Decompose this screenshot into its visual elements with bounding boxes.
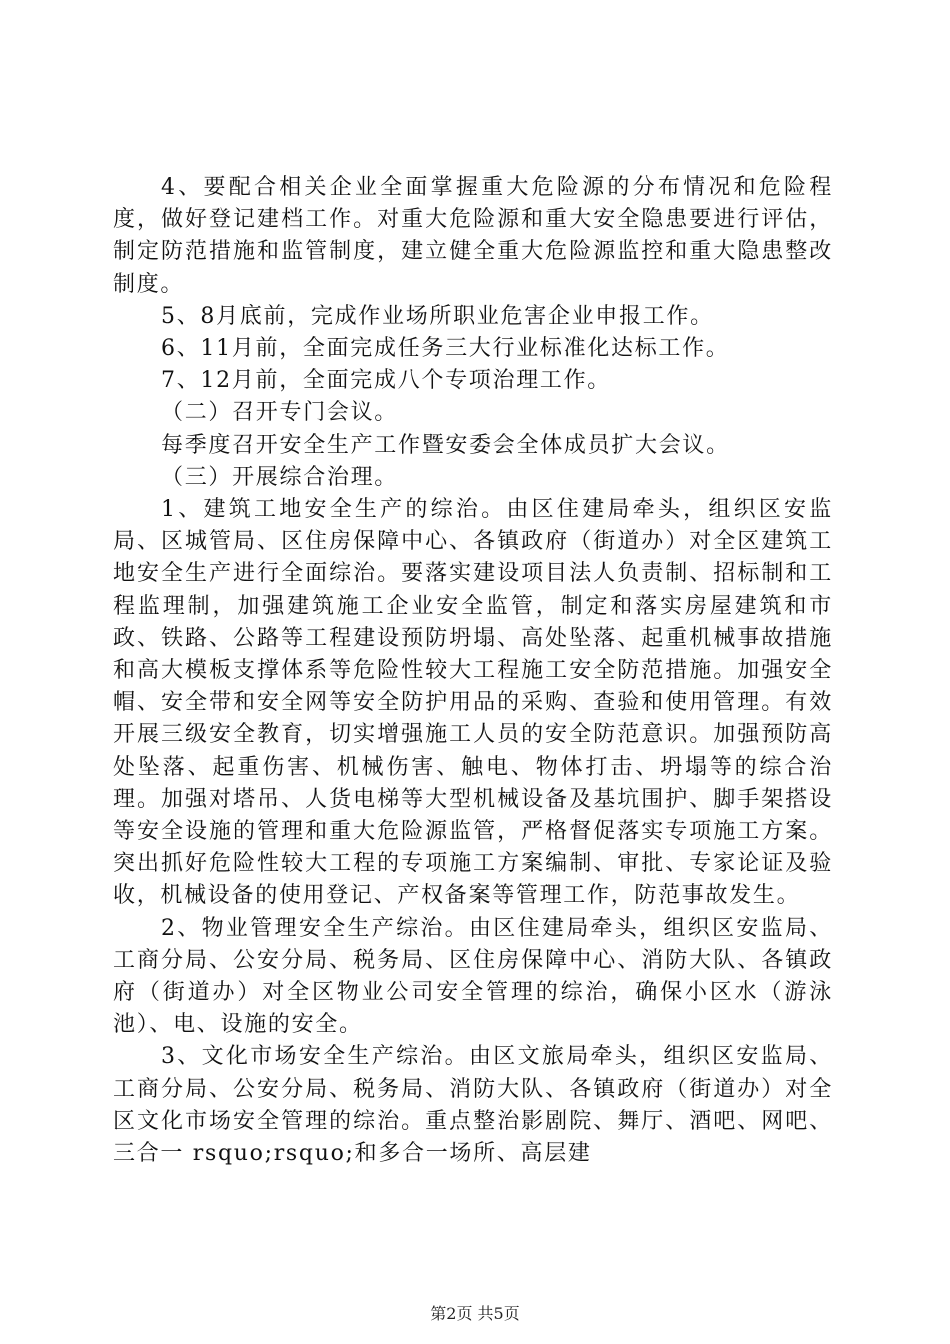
paragraph-construction-sites: 1、建筑工地安全生产的综治。由区住建局牵头，组织区安监局、区城管局、区住房保障中心、各镇政府（街道办）对全区建筑工地安全生产进行全面综治。要落实建设项目法人负责制、招标制和工程监理制，加强建筑施工企业安全监管，制定和落实房屋建筑和市政、铁路、公路等工程建设预防坍塌、高处坠落、起重机械事故措施和高大模板支撑体系等危险性较大工程施工安全防范措施。加强安全帽、安全带和安全网等安全防护用品的采购、查验和使用管理。有效开展三级安全教育，切实增强施工人员的安全防范意识。加强预防高处坠落、起重伤害、机械伤害、触电、物体打击、坍塌等的综合治理。加强对塔吊、人货电梯等大型机械设备及基坑围护、脚手架搭设等安全设施的管理和重大危险源监管，严格督促落实专项施工方案。突出抓好危险性较大工程的专项施工方案编制、审批、专家论证及验收，机械设备的使用登记、产权备案等管理工作，防范事故发生。 bbox=[113, 497, 833, 909]
page-footer: 第2页 共5页 bbox=[430, 1304, 520, 1323]
paragraph-item-5: 5、8月底前，完成作业场所职业危害企业申报工作。 bbox=[161, 303, 714, 329]
paragraph-property-management: 2、物业管理安全生产综治。由区住建局牵头，组织区安监局、工商分局、公安分局、税务局、区住房保障中心、消防大队、各镇政府（街道办）对全区物业公司安全管理的综治，确保小区水（游泳池）、电、设施的安全。 bbox=[113, 915, 833, 1038]
paragraph-item-6: 6、11月前，全面完成任务三大行业标准化达标工作。 bbox=[161, 336, 730, 362]
paragraph-item-4: 4、要配合相关企业全面掌握重大危险源的分布情况和危险程度，做好登记建档工作。对重大危险源和重大安全隐患要进行评估，制定防范措施和监管制度，建立健全重大危险源监控和重大隐患整改制度。 bbox=[113, 175, 833, 297]
section-heading-meetings: （二）召开专门会议。 bbox=[161, 400, 399, 426]
document-body bbox=[113, 172, 833, 1170]
paragraph-meetings: 每季度召开安全生产工作暨安委会全体成员扩大会议。 bbox=[161, 432, 730, 458]
paragraph-cultural-market: 3、文化市场安全生产综治。由区文旅局牵头，组织区安监局、工商分局、公安分局、税务局、消防大队、各镇政府（街道办）对全区文化市场安全管理的综治。重点整治影剧院、舞厅、酒吧、网吧、三合一 rsquo;rsquo;和多合一场所、高层建 bbox=[113, 1044, 833, 1167]
paragraph-item-7: 7、12月前，全面完成八个专项治理工作。 bbox=[161, 368, 611, 394]
section-heading-governance: （三）开展综合治理。 bbox=[161, 464, 399, 490]
